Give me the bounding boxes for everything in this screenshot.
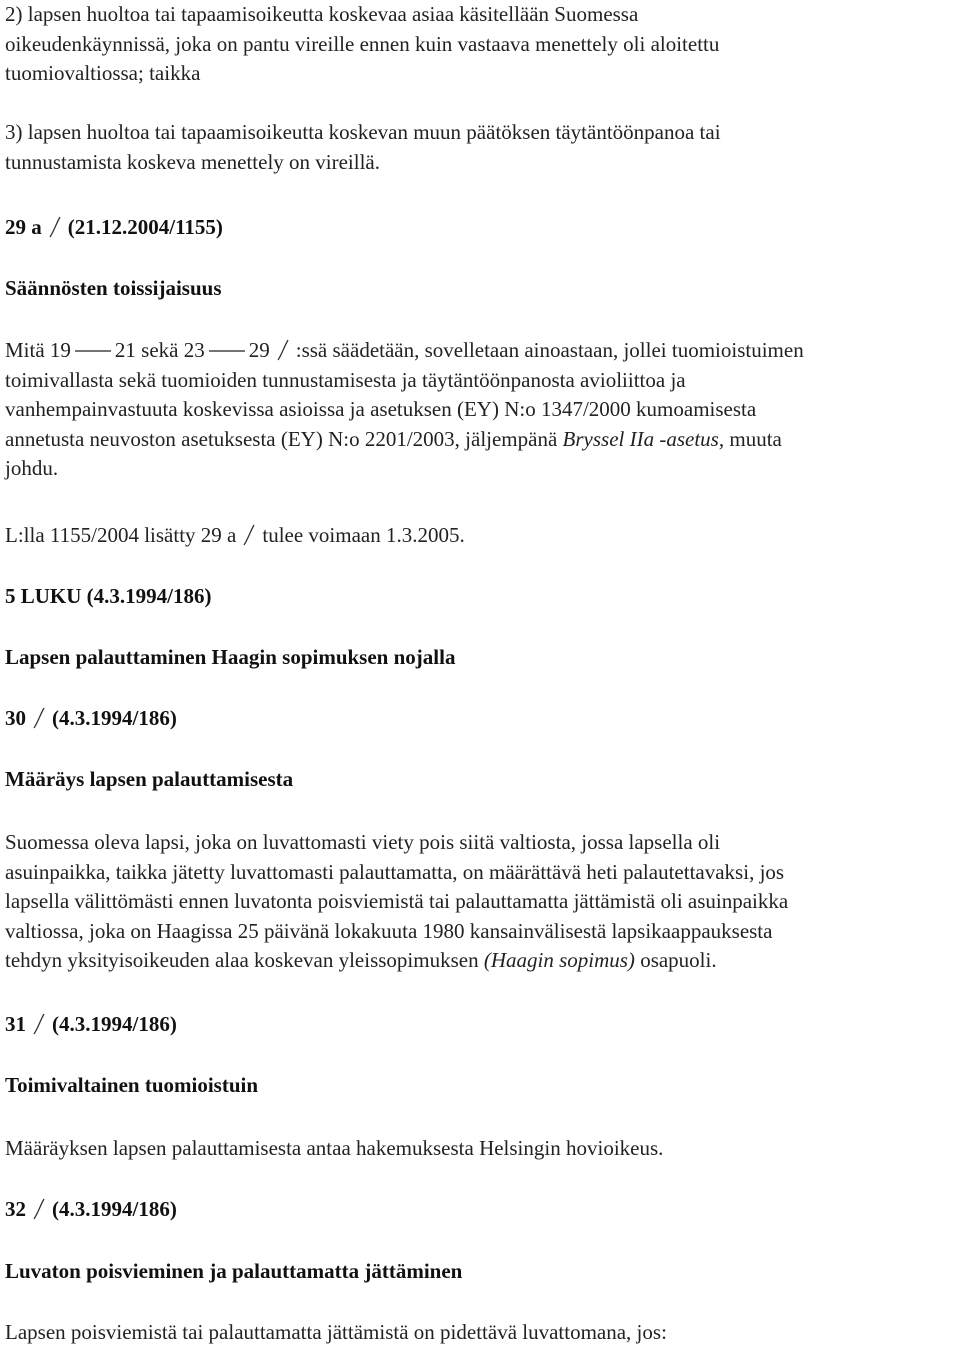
- amendment-reference: (4.3.1994/186): [52, 1012, 177, 1036]
- amendment-reference: (4.3.1994/186): [52, 706, 177, 730]
- text-line: tuomiovaltiossa; taikka: [5, 61, 201, 85]
- section-heading-31: [5, 1010, 955, 1040]
- section-heading-29a: [5, 213, 955, 243]
- text-line: valtiossa, joka on Haagissa 25 päivänä lokakuuta 1980 kansainvälisestä lapsikaappauksesta: [5, 918, 773, 943]
- amendment-reference: (4.3.1994/186): [52, 1197, 177, 1221]
- text-line: johdu.: [5, 456, 59, 480]
- section-heading-32: [5, 1195, 955, 1225]
- section-heading-30: [5, 704, 955, 734]
- section-paragraph: Määräyksen lapsen palauttamisesta antaa hakemuksesta Helsingin hovioikeus.: [5, 1136, 664, 1160]
- section-sign-icon: [276, 338, 290, 362]
- text-line: asuinpaikka, taikka jätetty luvattomasti palauttamatta, on määrättävä heti palautettavaksi, jos: [5, 859, 785, 884]
- section-sign-icon: [32, 1012, 46, 1036]
- text-line: Suomessa oleva lapsi, joka on luvattomasti viety pois siitä valtiosta, jossa lapsella oli: [5, 830, 721, 854]
- section-number: 32: [5, 1197, 26, 1221]
- text-line: annetusta neuvoston asetuksesta (EY) N:o 2201/2003, jäljempänä Bryssel IIa -asetus, muuta: [5, 426, 782, 451]
- chapter-title: Lapsen palauttaminen Haagin sopimuksen nojalla: [5, 645, 456, 669]
- text-line: oikeudenkäynnissä, joka on pantu vireille ennen kuin vastaava menettely oli aloitettu: [5, 31, 720, 56]
- chapter-number: 5 LUKU (4.3.1994/186): [5, 584, 212, 608]
- section-paragraph: [5, 336, 955, 484]
- section-paragraph: [5, 828, 955, 976]
- section-sign-icon: [48, 215, 62, 239]
- amendment-note: L:lla 1155/2004 lisätty 29 a tulee voimaan 1.3.2005.: [5, 523, 465, 547]
- section-title: Säännösten toissijaisuus: [5, 276, 222, 300]
- section-number: 31: [5, 1012, 26, 1036]
- text-line: tehdyn yksityisoikeuden alaa koskevan yleissopimuksen (Haagin sopimus) osapuoli.: [5, 948, 717, 972]
- text-line: 3) lapsen huoltoa tai tapaamisoikeutta koskevan muun päätöksen täytäntöönpanoa tai: [5, 120, 721, 144]
- section-title: Määräys lapsen palauttamisesta: [5, 767, 294, 791]
- section-number: 29 a: [5, 215, 42, 239]
- section-sign-icon: [32, 706, 46, 730]
- text-line: toimivallasta sekä tuomioiden tunnustamisesta ja täytäntöönpanosta avioliittoa ja: [5, 367, 686, 392]
- text-line: tunnustamista koskeva menettely on vireillä.: [5, 149, 380, 174]
- section-title: Luvaton poisvieminen ja palauttamatta jättäminen: [5, 1259, 463, 1283]
- text-line: lapsella välittömästi ennen luvatonta poisviemistä tai palauttamatta jättämistä oli asuinpaikka: [5, 889, 789, 913]
- section-number: 30: [5, 706, 26, 730]
- section-sign-icon: [32, 1197, 46, 1221]
- section-title: Toimivaltainen tuomioistuin: [5, 1073, 259, 1097]
- section-paragraph: Lapsen poisviemistä tai palauttamatta jättämistä on pidettävä luvattomana, jos:: [5, 1320, 667, 1344]
- text-line: 2) lapsen huoltoa tai tapaamisoikeutta koskevaa asiaa käsitellään Suomessa: [5, 2, 639, 26]
- list-item-2: [5, 0, 955, 89]
- dash-icon: [74, 338, 112, 362]
- text-line: Mitä 19 21 sekä 23 29 :ssä säädetään, sovelletaan ainoastaan, jollei tuomioistuimen: [5, 338, 804, 362]
- list-item-3: [5, 118, 955, 177]
- section-sign-icon: [242, 523, 256, 547]
- amendment-reference: (21.12.2004/1155): [67, 215, 223, 239]
- dash-icon: [208, 338, 246, 362]
- text-line: vanhempainvastuuta koskevissa asioissa ja asetuksen (EY) N:o 1347/2000 kumoamisesta: [5, 397, 757, 421]
